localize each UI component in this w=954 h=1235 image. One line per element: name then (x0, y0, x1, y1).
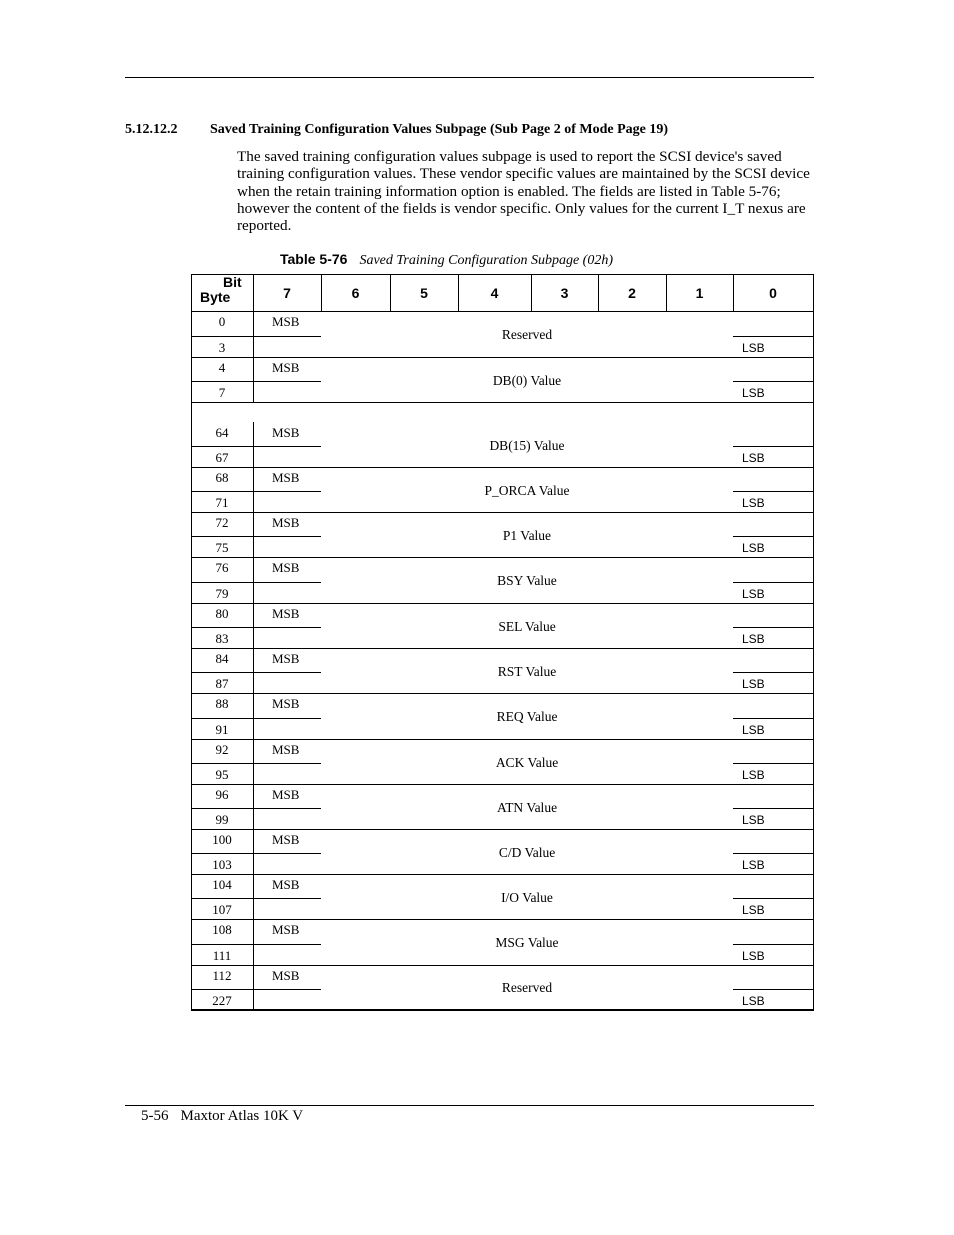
msb-label: MSB (272, 606, 300, 621)
byte-row-divider (191, 808, 253, 809)
msb-label: MSB (272, 832, 300, 847)
row-group-rule (191, 648, 813, 649)
table-caption-title: Saved Training Configuration Subpage (02h) (359, 253, 613, 268)
table-caption (280, 251, 613, 269)
field-name: P_ORCA Value (484, 483, 570, 498)
field-name: P1 Value (502, 528, 552, 543)
byte-number: 3 (218, 340, 226, 355)
bit-header-5: 5 (420, 284, 428, 301)
byte-number: 107 (212, 902, 232, 917)
byte-number: 76 (215, 560, 229, 575)
lsb-label: LSB (742, 949, 765, 963)
byte-number: 75 (215, 540, 229, 555)
lsb-label: LSB (742, 813, 765, 827)
field-name: C/D Value (498, 845, 556, 860)
row-group-rule (191, 784, 813, 785)
lsb-label: LSB (742, 587, 765, 601)
byte-number: 91 (215, 722, 229, 737)
byte-number: 111 (212, 948, 232, 963)
bit-header-4: 4 (490, 284, 499, 301)
bit-header-1: 1 (695, 284, 704, 301)
byte-number: 103 (212, 857, 232, 872)
byte-row-divider (191, 944, 253, 945)
byte-row-divider (191, 627, 253, 628)
field-name: ATN Value (496, 800, 558, 815)
msb-label: MSB (272, 968, 300, 983)
msb-label: MSB (272, 877, 300, 892)
body-paragraph: The saved training configuration values subpage is used to report the SCSI device's saved training configuration values. These vendor specific values are maintained by the SCSI device when the retain training information option is enabled. The fields are listed in Table 5-76; however the content of the fields is vendor specific. Only values for the current I_T nexus are reported. (237, 148, 810, 235)
lsb-label: LSB (742, 496, 765, 510)
row-group-rule (191, 919, 813, 920)
row-group-rule (191, 693, 813, 694)
lsb-label: LSB (742, 723, 765, 737)
field-name: DB(15) Value (489, 438, 565, 453)
footer-title: Maxtor Atlas 10K V (180, 1108, 304, 1124)
byte-number: 71 (215, 495, 229, 510)
field-name: Reserved (501, 980, 553, 995)
row-group-rule (191, 1009, 813, 1010)
byte-row-divider (191, 898, 253, 899)
footer-page-number: 5-56 (141, 1108, 169, 1124)
row-group-rule (191, 557, 813, 558)
row-group-rule (191, 512, 813, 513)
byte-number: 100 (212, 832, 232, 847)
bit-header-2: 2 (628, 284, 636, 301)
byte-number: 99 (215, 812, 229, 827)
msb-label: MSB (272, 787, 300, 802)
table-caption-label: Table 5-76 (280, 251, 348, 267)
lsb-label: LSB (742, 451, 765, 465)
msb-label: MSB (272, 742, 300, 757)
byte-row-divider (191, 336, 253, 337)
byte-header-label: Byte (200, 289, 231, 305)
byte-number: 227 (212, 993, 232, 1008)
field-name: DB(0) Value (492, 373, 562, 388)
byte-row-divider (191, 989, 253, 990)
msb-label: MSB (272, 360, 300, 375)
field-name: REQ Value (496, 709, 558, 724)
row-group-rule (191, 739, 813, 740)
page-footer (141, 1108, 303, 1125)
row-group-rule (191, 467, 813, 468)
bit-header-3: 3 (560, 284, 569, 301)
row-group-rule (191, 829, 813, 830)
top-rule (125, 77, 814, 78)
byte-row-divider (191, 582, 253, 583)
byte-number: 112 (212, 968, 232, 983)
byte-row-divider (191, 536, 253, 537)
bit-header-7: 7 (283, 284, 291, 301)
byte-number: 7 (218, 385, 226, 400)
byte-row-divider (191, 672, 253, 673)
lsb-label: LSB (742, 677, 765, 691)
byte-number: 95 (215, 767, 229, 782)
byte-number: 0 (218, 314, 226, 329)
header-bottom-rule (191, 311, 813, 312)
row-group-rule (191, 603, 813, 604)
field-name: ACK Value (495, 755, 559, 770)
msb-label: MSB (272, 560, 300, 575)
msb-label: MSB (272, 696, 300, 711)
bit-header-0: 0 (769, 284, 777, 301)
field-name: SEL Value (498, 619, 556, 634)
field-name: I/O Value (501, 890, 553, 905)
lsb-label: LSB (742, 632, 765, 646)
bottom-rule (125, 1105, 814, 1106)
msb-label: MSB (272, 515, 300, 530)
byte-row-divider (191, 381, 253, 382)
lsb-label: LSB (742, 386, 765, 400)
section-heading (125, 122, 825, 138)
byte-number: 67 (215, 450, 229, 465)
msb-label: MSB (272, 922, 300, 937)
msb-label: MSB (272, 425, 300, 440)
bit-header-label: Bit (223, 274, 242, 290)
row-group-rule (191, 965, 813, 966)
lsb-label: LSB (742, 903, 765, 917)
section-number: 5.12.12.2 (125, 122, 178, 137)
row-group-rule (191, 874, 813, 875)
byte-number: 79 (215, 586, 229, 601)
lsb-label: LSB (742, 768, 765, 782)
byte-row-divider (191, 491, 253, 492)
byte-number: 4 (218, 360, 226, 375)
byte-number: 108 (212, 922, 232, 937)
section-title: Saved Training Configuration Values Subpage (Sub Page 2 of Mode Page 19) (210, 122, 669, 137)
bit-header-6: 6 (351, 284, 360, 301)
row-group-rule (191, 402, 813, 403)
lsb-label: LSB (742, 994, 765, 1008)
byte-number: 80 (215, 606, 229, 621)
field-name: RST Value (497, 664, 557, 679)
byte-number: 96 (215, 787, 229, 802)
msb-label: MSB (272, 314, 300, 329)
field-name: Reserved (501, 327, 553, 342)
byte-number: 83 (215, 631, 229, 646)
byte-row-divider (191, 718, 253, 719)
byte-row-divider (191, 446, 253, 447)
byte-number: 72 (215, 515, 229, 530)
msb-label: MSB (272, 470, 300, 485)
byte-number: 92 (215, 742, 229, 757)
lsb-label: LSB (742, 341, 765, 355)
byte-number: 87 (215, 676, 229, 691)
byte-number: 84 (215, 651, 229, 666)
lsb-label: LSB (742, 858, 765, 872)
msb-label: MSB (272, 651, 300, 666)
lsb-label: LSB (742, 541, 765, 555)
byte-number: 68 (215, 470, 229, 485)
field-name: MSG Value (495, 935, 559, 950)
byte-number: 64 (215, 425, 229, 440)
field-name: BSY Value (497, 573, 557, 588)
byte-number: 88 (215, 696, 229, 711)
byte-row-divider (191, 853, 253, 854)
byte-row-divider (191, 763, 253, 764)
row-group-rule (191, 357, 813, 358)
field-table (191, 274, 814, 1011)
byte-number: 104 (212, 877, 232, 892)
